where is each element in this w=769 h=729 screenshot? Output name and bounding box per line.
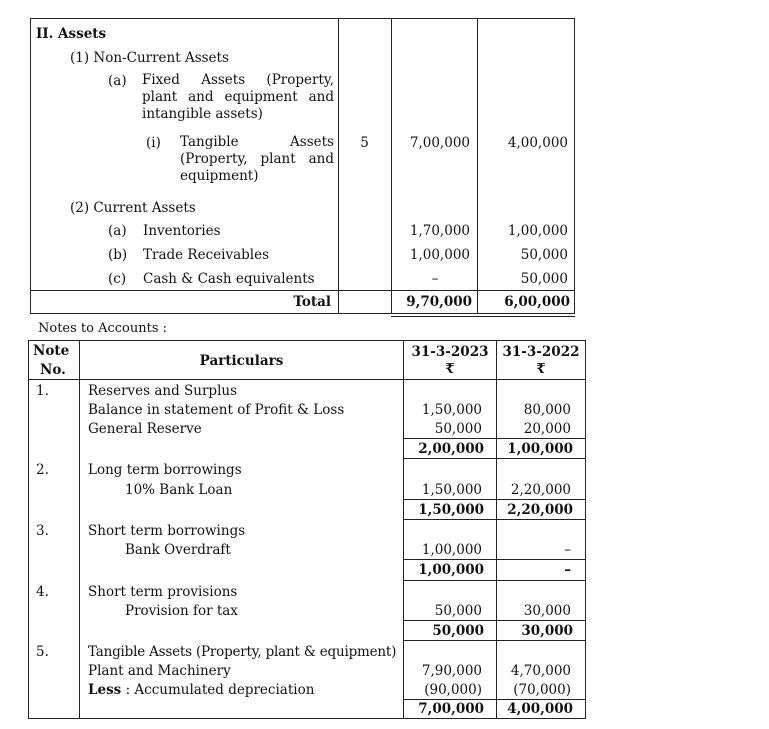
note-1-total-rule [403,458,586,459]
currency-py: ₹ [536,361,546,377]
note-3-line-1-cy: 1,00,000 [421,542,482,558]
note-1-line-2-cy: 50,000 [434,421,482,437]
note-1-subtotal-rule [403,438,586,439]
note-5-title: Tangible Assets (Property, plant & equipment) [88,644,397,660]
note-2-subtotal-rule [403,499,586,500]
total-row-top [30,290,574,291]
note-1-line-2-py: 20,000 [523,421,571,437]
inventories-marker: (a) [108,223,127,239]
note-1-total-cy: 2,00,000 [418,441,484,457]
currency-cy: ₹ [445,361,455,377]
note-5-line-2-text: : Accumulated depreciation [121,682,315,698]
note-3-total-cy: 1,00,000 [418,562,484,578]
note-2-total-py: 2,20,000 [507,502,573,518]
border-right [574,18,575,314]
cash-label: Cash & Cash equivalents [143,271,315,287]
note-4-total-py: 30,000 [521,623,573,639]
note-5-line-1-py: 4,70,000 [510,663,571,679]
notes-border-left [28,340,29,718]
col-divider-cy [391,18,392,314]
total-label: Total [293,294,331,310]
note-4-total-rule [403,640,586,641]
assets-heading: II. Assets [36,26,107,42]
note-1-title: Reserves and Surplus [88,383,238,399]
notes-col-divider-py [496,340,497,718]
notes-col-divider-cy [403,340,404,718]
current-assets-label: (2) Current Assets [70,200,196,216]
receivables-cy: 1,00,000 [409,247,470,263]
fixed-assets-marker: (a) [108,73,127,89]
notes-heading: Notes to Accounts : [38,321,168,336]
note-1-total-py: 1,00,000 [507,441,573,457]
col-header-note: Note [33,343,70,359]
receivables-marker: (b) [108,247,128,263]
col-divider-py [477,18,478,314]
note-3-total-rule [403,580,586,581]
note-4-title: Short term provisions [88,584,238,600]
note-3-number: 3. [36,523,49,539]
note-2-line-1: 10% Bank Loan [125,482,233,498]
note-3-title: Short term borrowings [88,523,246,539]
note-5-line-2-py: (70,000) [513,682,571,698]
cash-py: 50,000 [520,271,568,287]
tangible-py: 4,00,000 [507,135,568,151]
note-5-line-2 [88,682,314,698]
col-header-cy: 31-3-2023 [411,344,489,360]
note-3-total-py: – [564,562,571,578]
note-5-line-1-cy: 7,90,000 [421,663,482,679]
notes-header-rule [28,379,586,380]
note-2-title: Long term borrowings [88,462,242,478]
col-header-py: 31-3-2022 [502,344,580,360]
note-4-total-cy: 50,000 [432,623,484,639]
total-double-rule [391,316,575,317]
note-2-total-rule [403,519,586,520]
note-3-line-1: Bank Overdraft [125,542,231,558]
note-2-line-1-cy: 1,50,000 [421,482,482,498]
note-4-subtotal-rule [403,620,586,621]
note-3-line-1-py: – [564,542,571,558]
note-5-subtotal-rule [403,699,586,700]
note-1-number: 1. [36,383,49,399]
col-header-no: No. [40,362,66,378]
note-2-total-cy: 1,50,000 [418,502,484,518]
note-1-line-2: General Reserve [88,421,202,437]
non-current-assets-label: (1) Non-Current Assets [70,50,229,66]
note-5-total-cy: 7,00,000 [418,701,484,717]
cash-marker: (c) [108,271,127,287]
note-4-line-1-cy: 50,000 [434,603,482,619]
tangible-cy: 7,00,000 [409,135,470,151]
note-1-line-1: Balance in statement of Profit & Loss [88,402,345,418]
note-5-line-2-cy: (90,000) [424,682,482,698]
border-bottom [30,313,574,314]
tangible-assets-marker: (i) [146,135,161,151]
inventories-cy: 1,70,000 [409,223,470,239]
cash-cy: – [431,271,439,287]
tangible-assets-label: Tangible Assets (Property, plant and equipment) [180,134,334,184]
note-2-line-1-py: 2,20,000 [510,482,571,498]
total-py: 6,00,000 [504,294,570,310]
note-4-line-1-py: 30,000 [523,603,571,619]
total-cy: 9,70,000 [406,294,472,310]
note-3-subtotal-rule [403,559,586,560]
note-5-line-1: Plant and Machinery [88,663,231,679]
note-4-line-1: Provision for tax [125,603,238,619]
border-top [30,18,574,19]
border-left [30,18,31,314]
col-divider-note [338,18,339,314]
note-4-number: 4. [36,584,49,600]
note-1-line-1-py: 80,000 [523,402,571,418]
notes-border-top [28,340,586,341]
note-2-number: 2. [36,462,49,478]
fixed-assets-label: Fixed Assets (Property, plant and equipment and intangible assets) [142,72,334,122]
note-5-less-label: Less [88,682,122,698]
notes-col-divider-note [79,340,80,718]
inventories-label: Inventories [143,223,221,239]
col-header-particulars: Particulars [199,353,284,369]
notes-border-bottom [28,718,586,719]
receivables-label: Trade Receivables [143,247,270,263]
receivables-py: 50,000 [520,247,568,263]
note-5-number: 5. [36,644,49,660]
note-1-line-1-cy: 1,50,000 [421,402,482,418]
tangible-note-ref: 5 [360,135,369,151]
notes-border-right [585,340,586,718]
inventories-py: 1,00,000 [507,223,568,239]
note-5-total-py: 4,00,000 [507,701,573,717]
